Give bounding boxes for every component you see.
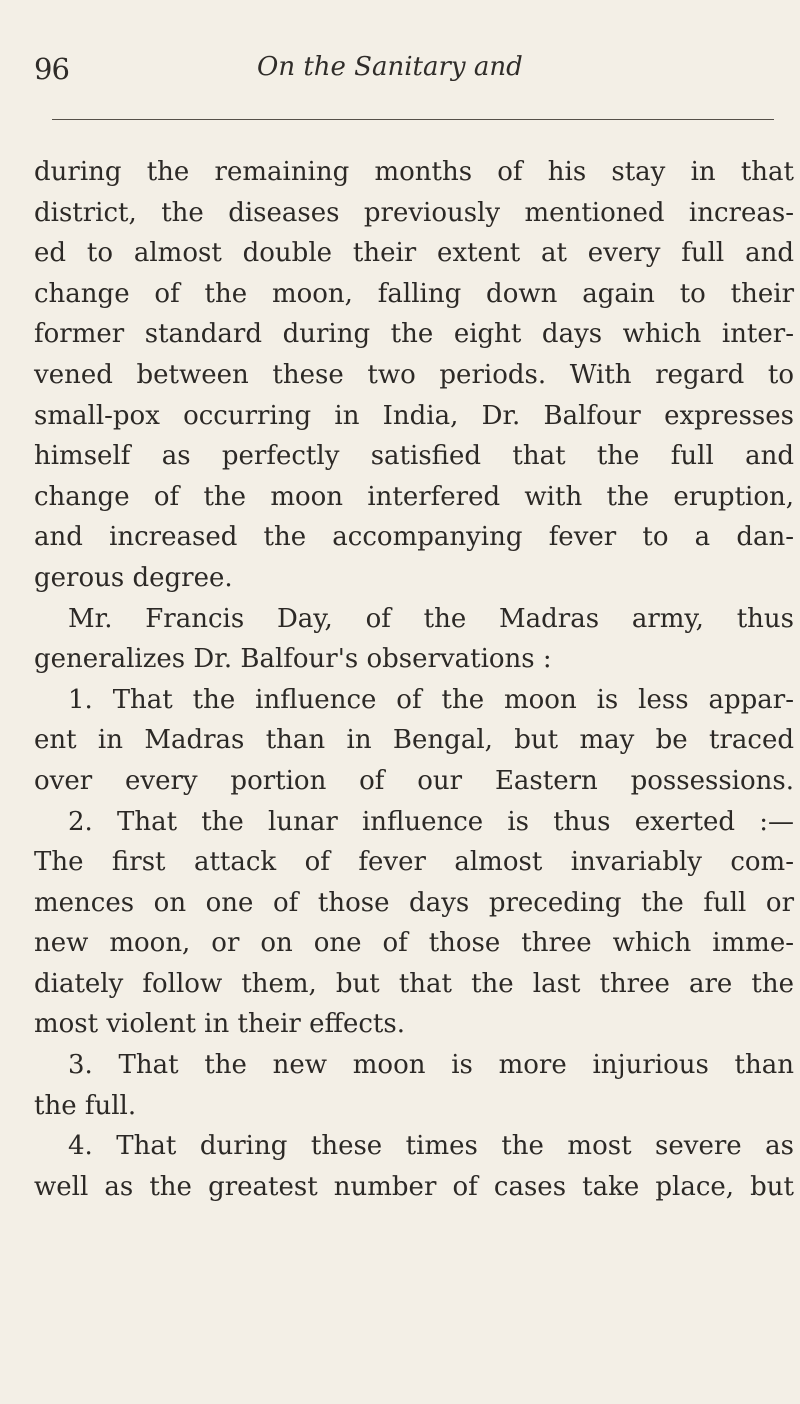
page-number: 96 <box>34 52 69 86</box>
text-line: and increased the accompanying fever to a dan- <box>34 522 794 553</box>
text-line: 3. That the new moon is more injurious than <box>68 1050 794 1081</box>
text-line: change of the moon, falling down again to their <box>34 278 794 309</box>
text-line: 2. That the lunar influence is thus exerted :— <box>68 806 794 837</box>
text-line: himself as perfectly satisfied that the full and <box>34 441 794 472</box>
text-line: during the remaining months of his stay in that <box>34 157 794 187</box>
text-line: vened between these two periods. With regard to <box>34 359 794 390</box>
text-line: gerous degree. <box>34 562 233 593</box>
text-line: diately follow them, but that the last three are the <box>34 968 794 999</box>
text-line: mences on one of those days preceding the full or <box>34 887 794 918</box>
text-line: over every portion of our Eastern possessions. <box>34 765 794 796</box>
text-line: ed to almost double their extent at every full and <box>34 238 794 269</box>
body-text <box>34 152 794 1207</box>
text-line: former standard during the eight days which inter- <box>34 319 794 350</box>
text-line: The first attack of fever almost invariably com- <box>34 847 794 878</box>
text-line: 4. That during these times the most severe as <box>68 1131 794 1162</box>
text-line: Mr. Francis Day, of the Madras army, thus <box>68 603 794 634</box>
text-line: generalizes Dr. Balfour's observations : <box>34 644 552 675</box>
text-line: ent in Madras than in Bengal, but may be traced <box>34 725 794 756</box>
text-line: most violent in their effects. <box>34 1009 405 1040</box>
text-line: well as the greatest number of cases take place, but <box>34 1171 794 1202</box>
text-line: 1. That the influence of the moon is less appar- <box>68 684 794 715</box>
text-line: small-pox occurring in India, Dr. Balfour expresses <box>34 400 794 431</box>
header-rule <box>52 119 774 120</box>
text-line: the full. <box>34 1090 137 1121</box>
running-title: On the Sanitary and <box>257 52 523 82</box>
text-line: district, the diseases previously mentioned increas- <box>34 197 794 228</box>
text-line: change of the moon interfered with the eruption, <box>34 481 794 512</box>
text-line: new moon, or on one of those three which imme- <box>34 928 794 959</box>
